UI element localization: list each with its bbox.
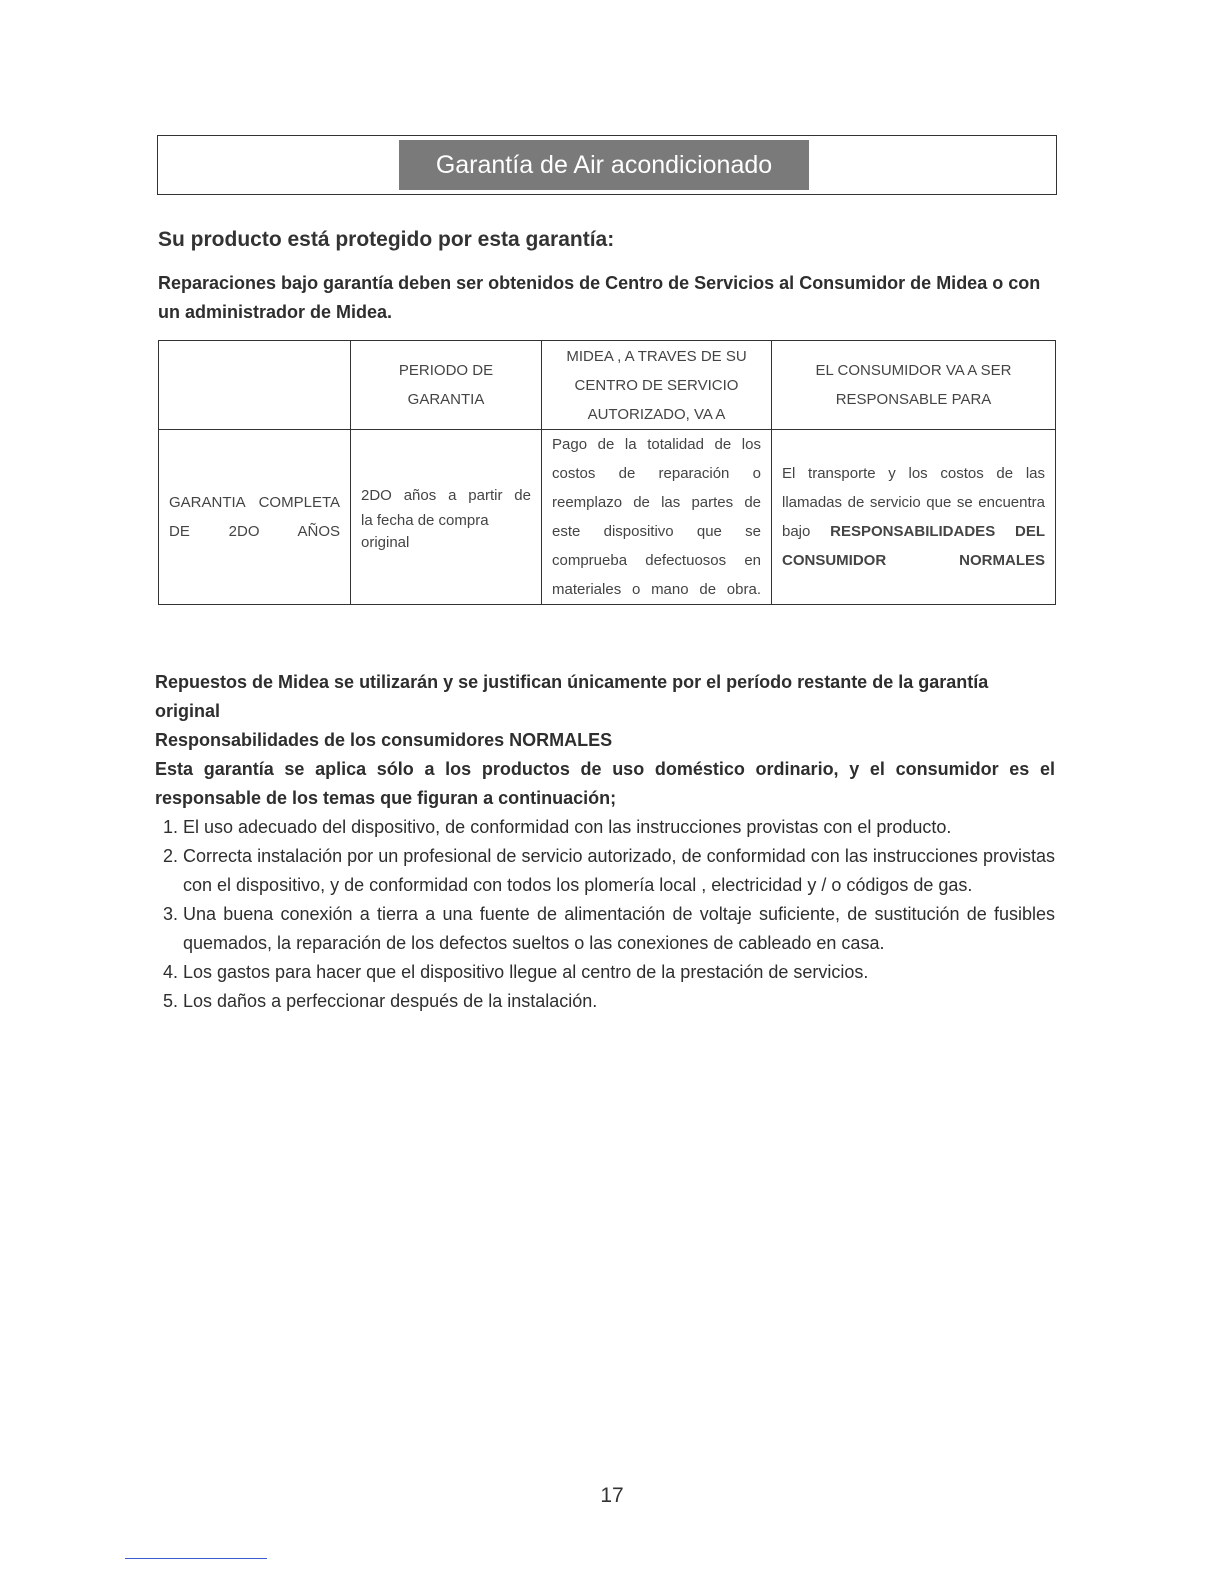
consumer-bold-text: RESPONSABILIDADES DEL CONSUMIDOR NORMALES — [782, 523, 1045, 569]
midea-responsibility-cell: Pago de la totalidad de los costos de reparación o reemplazo de las partes de este dispositivo que se comprueba defectuosos en materiales o mano de obra. — [542, 430, 772, 605]
page-title: Garantía de Air acondicionado — [399, 140, 809, 190]
list-item: 3. Una buena conexión a tierra a una fuente de alimentación de voltaje suficiente, de sustitución de fusibles quemados, la reparación de los defectos sueltos o las conexiones de cableado en casa. — [183, 900, 1055, 958]
footer-rule — [125, 1558, 267, 1559]
period-rest-text: la fecha de compra original — [361, 511, 489, 551]
intro-paragraph: Reparaciones bajo garantía deben ser obtenidos de Centro de Servicios al Consumidor de Midea o con un administrador de Midea. — [158, 273, 1041, 322]
list-item: 4. Los gastos para hacer que el dispositivo llegue al centro de la prestación de servicios. — [183, 958, 1055, 987]
consumer-plain-text: El transporte y los costos de las llamadas de servicio que se encuentra bajo — [782, 465, 1045, 540]
coverage-cell: GARANTIA COMPLETA DE 2DO AÑOS — [159, 430, 351, 605]
table-header-row — [159, 341, 1056, 430]
header-cell-midea: MIDEA , A TRAVES DE SU CENTRO DE SERVICIO AUTORIZADO, VA A — [542, 341, 772, 430]
parts-paragraph: Repuestos de Midea se utilizarán y se justifican únicamente por el período restante de la garantía original — [155, 672, 989, 721]
section-subtitle: Su producto está protegido por esta garantía: — [158, 228, 615, 251]
list-item: 5. Los daños a perfeccionar después de la instalación. — [183, 987, 1055, 1016]
warranty-table — [158, 340, 1056, 605]
title-box — [157, 135, 1057, 195]
period-cell — [351, 430, 542, 605]
page-number: 17 — [600, 1484, 624, 1507]
header-cell-empty — [159, 341, 351, 430]
list-item: 1. El uso adecuado del dispositivo, de conformidad con las instrucciones provistas con el producto. — [183, 813, 1055, 842]
period-main-text: 2DO años a partir de — [361, 486, 531, 504]
scope-paragraph: Esta garantía se aplica sólo a los productos de uso doméstico ordinario, y el consumidor es el responsable de los temas que figuran a continuación; — [155, 759, 1055, 808]
body-text — [155, 668, 1055, 1016]
responsibilities-list — [155, 813, 1055, 1016]
header-cell-period: PERIODO DE GARANTIA — [351, 341, 542, 430]
table-row — [159, 430, 1056, 605]
list-item: 2. Correcta instalación por un profesional de servicio autorizado, de conformidad con las instrucciones provistas con el dispositivo, y de conformidad con todos los plomería local , electricidad y / o códigos de gas. — [183, 842, 1055, 900]
responsibilities-heading: Responsabilidades de los consumidores NORMALES — [155, 730, 613, 750]
header-cell-consumer: EL CONSUMIDOR VA A SER RESPONSABLE PARA — [772, 341, 1056, 430]
consumer-responsibility-cell — [772, 430, 1056, 605]
